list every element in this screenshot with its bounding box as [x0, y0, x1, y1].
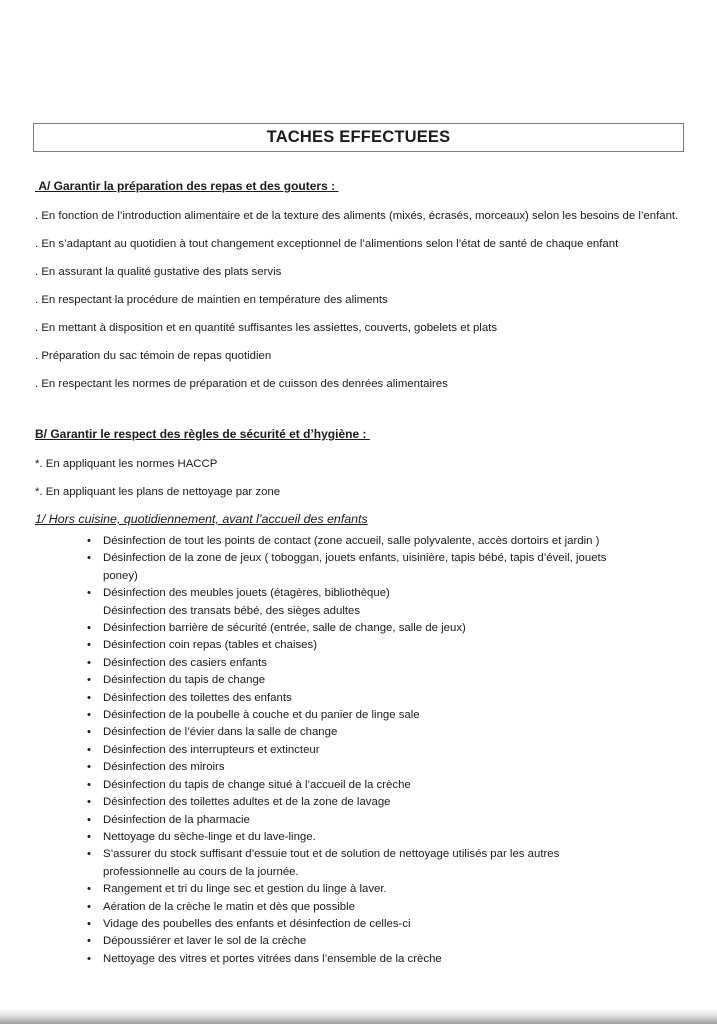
paragraph: . En respectant les normes de préparation et de cuisson des denrées alimentaires	[35, 378, 448, 390]
list-item-line: Désinfection de tout les points de contact (zone accueil, salle polyvalente, accès dortoirs et jardin )	[103, 535, 600, 547]
list-item-line: Désinfection de la pharmacie	[103, 813, 250, 826]
list-item-text	[103, 672, 685, 689]
list-item-text	[103, 620, 685, 637]
list-item	[35, 742, 685, 759]
section-b-heading: B/ Garantir le respect des règles de sécurité et d’hygiène :	[35, 427, 370, 441]
list-item-line: Désinfection du tapis de change situé à l’accueil de la crèche	[103, 778, 411, 791]
list-item-text	[103, 812, 685, 829]
list-item-line: Désinfection coin repas (tables et chaises)	[103, 639, 317, 652]
list-item	[35, 637, 685, 654]
list-item-text	[103, 585, 685, 602]
list-item-text	[103, 933, 685, 950]
list-item	[35, 550, 685, 585]
list-item-line: Désinfection barrière de sécurité (entrée, salle de change, salle de jeux)	[103, 622, 466, 635]
bullet-icon: •	[87, 622, 91, 635]
list-item	[35, 603, 685, 620]
list-item-line: Désinfection des meubles jouets (étagères, bibliothèque)	[103, 587, 390, 600]
list-item	[35, 794, 685, 811]
list-item-line: Désinfection du tapis de change	[103, 674, 266, 687]
list-item	[35, 899, 685, 916]
list-item-text	[103, 550, 685, 585]
list-item-text	[103, 881, 685, 898]
list-item-line: Désinfection des toilettes adultes et de la zone de lavage	[103, 796, 391, 809]
list-item-line: Désinfection de la poubelle à couche et du panier de linge sale	[103, 709, 420, 722]
bullet-icon: •	[87, 917, 91, 930]
list-item-line: S’assurer du stock suffisant d’essuie tout et de solution de nettoyage utilisés par les autres	[103, 848, 560, 861]
list-item	[35, 777, 685, 794]
list-item-text	[103, 829, 685, 846]
list-item	[35, 724, 685, 741]
bullet-icon: •	[87, 761, 91, 774]
list-item-text	[103, 777, 685, 794]
list-item	[35, 707, 685, 724]
section-a-paragraphs	[35, 205, 685, 395]
bullet-icon: •	[87, 656, 91, 669]
bullet-icon: •	[87, 743, 91, 756]
list-item	[35, 672, 685, 689]
bullet-spacer	[87, 603, 103, 620]
section-a-heading: A/ Garantir la préparation des repas et des gouters :	[35, 179, 339, 193]
list-item	[35, 812, 685, 829]
list-item-line: Désinfection de la zone de jeux ( toboggan, jouets enfants, uisinière, tapis bébé, tapis d’éveil, jouets	[103, 552, 607, 565]
list-item-text	[103, 707, 685, 724]
list-item	[35, 933, 685, 950]
list-item	[35, 846, 685, 881]
paragraph: *. En appliquant les plans de nettoyage par zone	[35, 486, 281, 498]
list-item-line: Désinfection de l’évier dans la salle de change	[103, 726, 338, 739]
page-bottom-scan-shadow	[0, 1008, 717, 1024]
list-item-text	[103, 794, 685, 811]
section-b	[35, 427, 685, 968]
list-item	[35, 951, 685, 968]
paragraph: . En mettant à disposition et en quantité suffisantes les assiettes, couverts, gobelets et plats	[35, 322, 498, 334]
bullet-icon: •	[87, 935, 91, 948]
paragraph: *. En appliquant les normes HACCP	[35, 458, 218, 470]
section-a	[35, 179, 685, 395]
list-item-line: Désinfection des casiers enfants	[103, 656, 267, 669]
list-item-line: Nettoyage des vitres et portes vitrées dans l’ensemble de la crèche	[103, 952, 442, 965]
list-item-line: Nettoyage du sèche-linge et du lave-linge.	[103, 830, 316, 843]
bullet-icon: •	[87, 796, 91, 809]
paragraph: . Préparation du sac témoin de repas quotidien	[35, 350, 272, 362]
paragraph: . En assurant la qualité gustative des plats servis	[35, 266, 282, 278]
list-item-text	[103, 655, 685, 672]
list-item-text	[103, 899, 685, 916]
paragraph: . En respectant la procédure de maintien en température des aliments	[35, 294, 388, 306]
list-item	[35, 759, 685, 776]
list-item-line: Rangement et tri du linge sec et gestion du linge à laver.	[103, 883, 387, 896]
list-item	[35, 829, 685, 846]
subsection-1-heading: 1/ Hors cuisine, quotidiennement, avant l’accueil des enfants	[35, 512, 368, 526]
bullet-icon: •	[87, 830, 91, 843]
list-item-line: Désinfection des interrupteurs et extincteur	[103, 743, 320, 756]
list-item-line: Dépoussiérer et laver le sol de la crèche	[103, 935, 307, 948]
list-item-line: Désinfection des miroirs	[103, 761, 225, 774]
list-item-line: poney)	[103, 569, 138, 582]
list-item	[35, 620, 685, 637]
list-item-text	[103, 690, 685, 707]
page-title: TACHES EFFECTUEES	[266, 128, 451, 146]
list-item-text	[103, 724, 685, 741]
bullet-icon: •	[87, 778, 91, 791]
bullet-icon: •	[87, 813, 91, 826]
list-item	[35, 533, 685, 550]
task-list	[35, 533, 685, 968]
paragraph: . En fonction de l’introduction alimentaire et de la texture des aliments (mixés, écrasés, morceaux) selon les besoins de l’enfant.	[35, 210, 679, 222]
list-item-text	[103, 742, 685, 759]
list-item-line: Aération de la crèche le matin et dès que possible	[103, 900, 356, 913]
list-item	[35, 881, 685, 898]
paragraph: . En s’adaptant au quotidien à tout changement exceptionnel de l’alimentions selon l’état de santé de chaque enfant	[35, 238, 619, 250]
bullet-icon: •	[87, 726, 91, 739]
bullet-icon: •	[87, 709, 91, 722]
list-item-text	[103, 533, 685, 550]
bullet-icon: •	[87, 674, 91, 687]
list-item-text	[103, 846, 685, 881]
bullet-icon: •	[87, 952, 91, 965]
bullet-icon: •	[87, 900, 91, 913]
section-b-paragraphs	[35, 453, 685, 503]
bullet-icon: •	[87, 639, 91, 652]
list-item	[35, 690, 685, 707]
list-item-text	[103, 951, 685, 968]
list-item	[35, 655, 685, 672]
list-item-line: Vidage des poubelles des enfants et désinfection de celles-ci	[103, 917, 411, 930]
bullet-icon: •	[87, 848, 91, 861]
list-item-text	[103, 916, 685, 933]
list-item-text	[103, 603, 685, 620]
list-item-line: professionnelle au cours de la journée.	[103, 865, 299, 878]
list-item	[35, 585, 685, 602]
bullet-icon: •	[87, 587, 91, 600]
bullet-icon: •	[87, 552, 91, 565]
title-box	[33, 123, 684, 152]
list-item	[35, 916, 685, 933]
bullet-icon: •	[87, 535, 91, 547]
bullet-icon: •	[87, 883, 91, 896]
list-item-text	[103, 759, 685, 776]
list-item-text	[103, 637, 685, 654]
bullet-icon: •	[87, 691, 91, 704]
list-item-line: Désinfection des toilettes des enfants	[103, 691, 292, 704]
list-item-line: Désinfection des transats bébé, des sièges adultes	[103, 604, 361, 617]
